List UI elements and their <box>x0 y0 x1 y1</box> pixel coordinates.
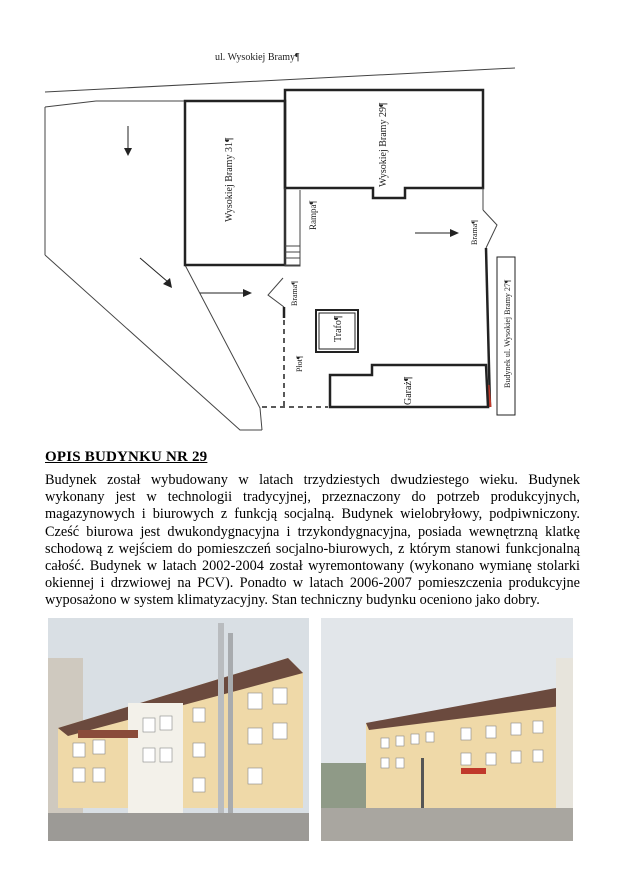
street-line <box>45 68 515 92</box>
building-photo-right <box>321 618 573 841</box>
gate-left-leaf <box>268 278 284 307</box>
arrow-right-upper-icon <box>415 229 459 237</box>
arrow-down-icon <box>124 126 132 156</box>
garage-label: Garaż¶ <box>403 376 414 405</box>
fence-label: Płot¶ <box>295 355 304 372</box>
plot-left-edge <box>45 101 96 107</box>
building-photo-left <box>48 618 309 841</box>
arrow-diagonal-icon <box>140 258 172 288</box>
stairs <box>285 246 300 266</box>
ramp-label: Rampa¶ <box>308 200 318 230</box>
building-27-label: Budynek ul. Wysokiej Bramy 27¶ <box>503 279 512 388</box>
building-29-label: Wysokiej Bramy 29¶ <box>378 102 389 187</box>
section-title: OPIS BUDYNKU NR 29 <box>45 449 208 465</box>
arrow-right-icon <box>200 289 252 297</box>
transformer-label: Trafo¶ <box>333 315 344 342</box>
gate-left-label: Brama¶ <box>290 281 299 306</box>
gate-right-leaf <box>483 210 497 248</box>
street-label: ul. Wysokiej Bramy¶ <box>215 52 300 63</box>
building-31 <box>185 101 285 265</box>
gate-right-label: Brama¶ <box>470 220 479 245</box>
courtyard-wall <box>285 188 300 265</box>
plot-south-west <box>45 255 262 430</box>
building-31-label: Wysokiej Bramy 31¶ <box>224 137 235 222</box>
building-description: Budynek został wybudowany w latach trzydziestych dwudziestego wieku. Budynek wykonany jest w technologii tradycyjnej, przeznaczony do potrzeb produkcyjnych, magazynowych i biurowych z funkcją socjalną. Budynek wielobryłowy, podpiwniczony. Cześć biurowa jest dwukondygnacyjna i trzykondygnacyjna, posiada wewnętrzną klatkę schodową z wejściem do pomieszczeń socjalno-biurowych, z którym stanowi funkcjonalną całość. Budynek w latach 2002-2004 został wyremontowany (wykonano wymianę stolarki okiennej i drzwiowej na PCV). Ponadto w latach 2006-2007 pomieszczenia produkcyjne wyposażono w system klimatyzacyjny. Stan techniczny budynku oceniono jako dobry. <box>45 472 580 609</box>
